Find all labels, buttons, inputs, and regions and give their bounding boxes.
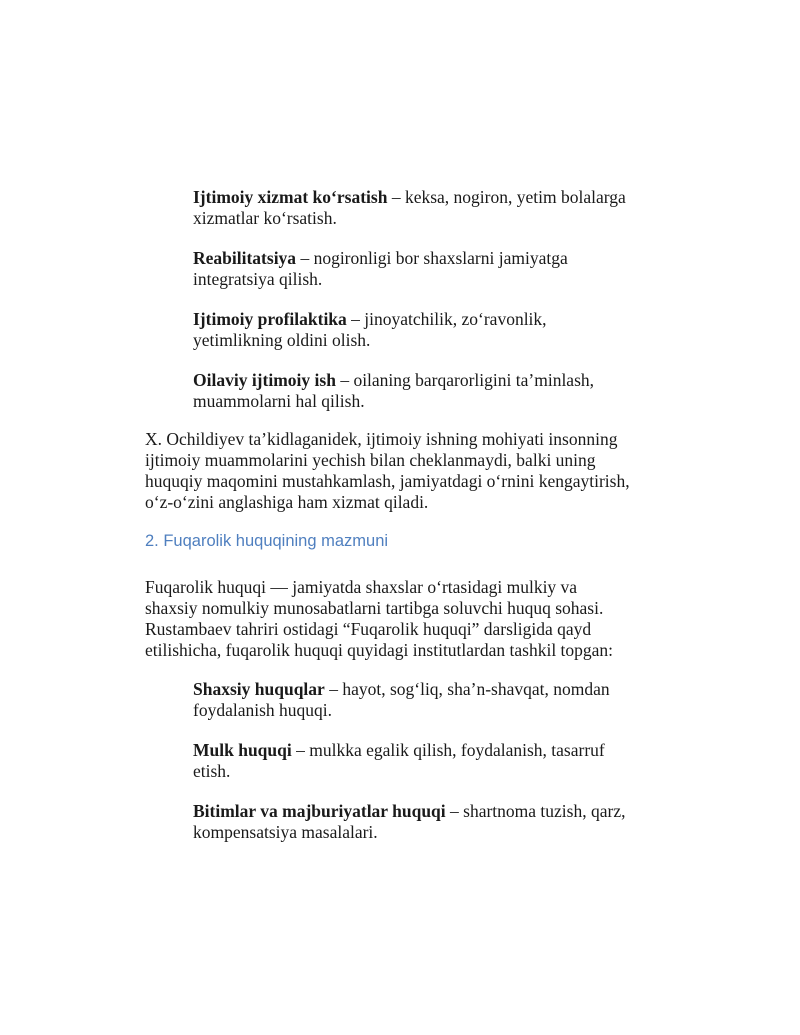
entry-definition: – oilaning barqarorligini ta’minlash, xyxy=(335,370,595,390)
entry-line-2: etish. xyxy=(193,761,231,781)
paragraph-line: X. Ochildiyev ta’kidlaganidek, ijtimoiy ishning mohiyati insonning xyxy=(145,429,618,449)
entry-definition: – keksa, nogiron, yetim bolalarga xyxy=(387,187,626,207)
entry-line-1 xyxy=(193,740,663,761)
entry-reabilitatsiya xyxy=(193,248,663,290)
entry-definition: – shartnoma tuzish, qarz, xyxy=(445,801,626,821)
entry-line-1 xyxy=(193,248,663,269)
entry-line-2: kompensatsiya masalalari. xyxy=(193,822,378,842)
entry-term: Reabilitatsiya xyxy=(193,248,297,268)
paragraph-fuqarolik-huquqi xyxy=(145,577,665,661)
entry-line-1 xyxy=(193,309,663,330)
entry-definition: – jinoyatchilik, zo‘ravonlik, xyxy=(346,309,547,329)
entry-line-1 xyxy=(193,187,663,208)
entry-term: Shaxsiy huquqlar xyxy=(193,679,325,699)
entry-line-2: yetimlikning oldini olish. xyxy=(193,330,371,350)
section-heading: 2. Fuqarolik huquqining mazmuni xyxy=(145,532,389,550)
entry-term: Ijtimoiy profilaktika xyxy=(193,309,347,329)
entry-term: Oilaviy ijtimoiy ish xyxy=(193,370,336,390)
paragraph-line: shaxsiy nomulkiy munosabatlarni tartibga soluvchi huquq sohasi. xyxy=(145,598,604,618)
entry-line-2: xizmatlar ko‘rsatish. xyxy=(193,208,337,228)
entry-line-1 xyxy=(193,679,663,700)
paragraph-line: etilishicha, fuqarolik huquqi quyidagi institutlardan tashkil topgan: xyxy=(145,640,614,660)
paragraph-ochildiyev xyxy=(145,429,665,513)
entry-shaxsiy-huquqlar xyxy=(193,679,663,721)
entry-term: Mulk huquqi xyxy=(193,740,292,760)
entry-oilaviy-ijtimoiy-ish xyxy=(193,370,663,412)
entry-term: Bitimlar va majburiyatlar huquqi xyxy=(193,801,446,821)
entry-line-2: integratsiya qilish. xyxy=(193,269,323,289)
entry-bitimlar-majburiyatlar xyxy=(193,801,663,843)
paragraph-line: ijtimoiy muammolarini yechish bilan cheklanmaydi, balki uning xyxy=(145,450,596,470)
entry-ijtimoiy-xizmat xyxy=(193,187,663,229)
paragraph-line: o‘z-o‘zini anglashiga ham xizmat qiladi. xyxy=(145,492,429,512)
entry-definition: – nogironligi bor shaxslarni jamiyatga xyxy=(296,248,568,268)
entry-line-1 xyxy=(193,801,663,822)
entry-line-2: foydalanish huquqi. xyxy=(193,700,333,720)
paragraph-line: Fuqarolik huquqi — jamiyatda shaxslar o‘rtasidagi mulkiy va xyxy=(145,577,578,597)
paragraph-line: Rustambaev tahriri ostidagi “Fuqarolik huquqi” darsligida qayd xyxy=(145,619,592,639)
paragraph-line: huquqiy maqomini mustahkamlash, jamiyatdagi o‘rnini kengaytirish, xyxy=(145,471,630,491)
entry-line-2: muammolarni hal qilish. xyxy=(193,391,365,411)
entry-definition: – hayot, sog‘liq, sha’n-shavqat, nomdan xyxy=(324,679,610,699)
entry-mulk-huquqi xyxy=(193,740,663,782)
entry-line-1 xyxy=(193,370,663,391)
entry-term: Ijtimoiy xizmat ko‘rsatish xyxy=(193,187,388,207)
entry-ijtimoiy-profilaktika xyxy=(193,309,663,351)
entry-definition: – mulkka egalik qilish, foydalanish, tasarruf xyxy=(291,740,605,760)
